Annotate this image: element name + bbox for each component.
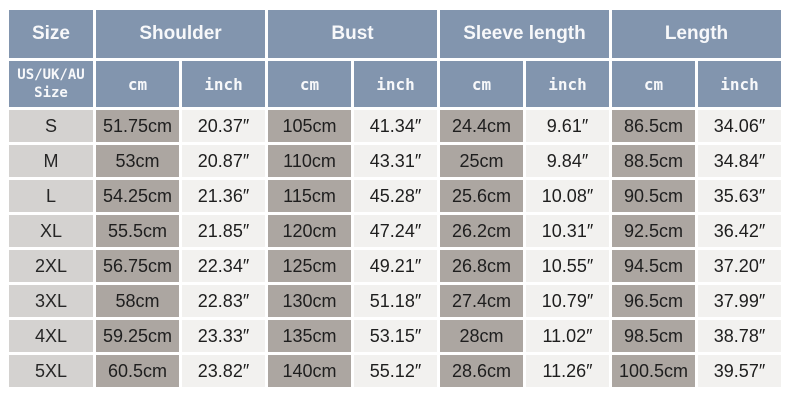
cell-length-inch: 39.57″ [698,355,781,387]
cell-shoulder-cm: 51.75cm [96,110,179,142]
subheader-size-line1: US/UK/AU [17,66,85,83]
cell-bust-inch: 45.28″ [354,180,437,212]
cell-length-inch: 34.06″ [698,110,781,142]
cell-size: 2XL [9,250,93,282]
cell-shoulder-inch: 21.85″ [182,215,265,247]
cell-bust-cm: 135cm [268,320,351,352]
cell-shoulder-cm: 56.75cm [96,250,179,282]
subheader-size-standard [9,61,93,107]
cell-sleeve-inch: 11.02″ [526,320,609,352]
cell-length-cm: 98.5cm [612,320,695,352]
header-unit-row [9,61,781,107]
cell-bust-cm: 110cm [268,145,351,177]
cell-shoulder-inch: 20.37″ [182,110,265,142]
cell-bust-inch: 55.12″ [354,355,437,387]
cell-length-cm: 100.5cm [612,355,695,387]
cell-shoulder-cm: 53cm [96,145,179,177]
cell-sleeve-inch: 9.84″ [526,145,609,177]
cell-sleeve-inch: 10.08″ [526,180,609,212]
cell-bust-inch: 53.15″ [354,320,437,352]
cell-shoulder-cm: 55.5cm [96,215,179,247]
cell-sleeve-cm: 27.4cm [440,285,523,317]
cell-bust-inch: 41.34″ [354,110,437,142]
cell-bust-cm: 115cm [268,180,351,212]
cell-shoulder-inch: 23.33″ [182,320,265,352]
cell-length-inch: 38.78″ [698,320,781,352]
cell-shoulder-inch: 20.87″ [182,145,265,177]
subheader-shoulder-cm: cm [96,61,179,107]
cell-size: L [9,180,93,212]
cell-sleeve-inch: 11.26″ [526,355,609,387]
cell-shoulder-inch: 23.82″ [182,355,265,387]
cell-bust-inch: 49.21″ [354,250,437,282]
cell-shoulder-cm: 58cm [96,285,179,317]
cell-length-inch: 37.99″ [698,285,781,317]
cell-size: 4XL [9,320,93,352]
table-row-m [9,145,781,177]
cell-length-cm: 96.5cm [612,285,695,317]
cell-length-inch: 35.63″ [698,180,781,212]
cell-length-inch: 36.42″ [698,215,781,247]
cell-shoulder-cm: 60.5cm [96,355,179,387]
table-row-2xl [9,250,781,282]
table-row-xl [9,215,781,247]
cell-length-cm: 92.5cm [612,215,695,247]
header-group-row [9,10,781,58]
cell-sleeve-inch: 10.55″ [526,250,609,282]
cell-bust-cm: 140cm [268,355,351,387]
header-bust: Bust [268,10,437,58]
subheader-length-inch: inch [698,61,781,107]
cell-length-inch: 37.20″ [698,250,781,282]
cell-bust-cm: 120cm [268,215,351,247]
subheader-shoulder-inch: inch [182,61,265,107]
cell-size: S [9,110,93,142]
header-size: Size [9,10,93,58]
cell-sleeve-cm: 28cm [440,320,523,352]
cell-size: XL [9,215,93,247]
subheader-sleeve-inch: inch [526,61,609,107]
cell-bust-cm: 105cm [268,110,351,142]
cell-shoulder-inch: 22.83″ [182,285,265,317]
subheader-bust-inch: inch [354,61,437,107]
cell-sleeve-cm: 26.2cm [440,215,523,247]
cell-sleeve-cm: 25.6cm [440,180,523,212]
cell-bust-cm: 125cm [268,250,351,282]
cell-sleeve-cm: 25cm [440,145,523,177]
cell-sleeve-inch: 10.31″ [526,215,609,247]
table-row-3xl [9,285,781,317]
subheader-size-line2: Size [34,85,68,101]
cell-sleeve-inch: 10.79″ [526,285,609,317]
cell-sleeve-cm: 24.4cm [440,110,523,142]
table-row-s [9,110,781,142]
cell-shoulder-inch: 21.36″ [182,180,265,212]
cell-length-cm: 94.5cm [612,250,695,282]
cell-length-cm: 90.5cm [612,180,695,212]
subheader-bust-cm: cm [268,61,351,107]
cell-shoulder-inch: 22.34″ [182,250,265,282]
cell-bust-inch: 43.31″ [354,145,437,177]
header-length: Length [612,10,781,58]
subheader-sleeve-cm: cm [440,61,523,107]
cell-bust-inch: 51.18″ [354,285,437,317]
size-chart-table [6,7,784,390]
table-row-l [9,180,781,212]
cell-sleeve-inch: 9.61″ [526,110,609,142]
header-sleeve-length: Sleeve length [440,10,609,58]
cell-bust-cm: 130cm [268,285,351,317]
cell-size: M [9,145,93,177]
cell-size: 3XL [9,285,93,317]
cell-length-cm: 86.5cm [612,110,695,142]
cell-shoulder-cm: 54.25cm [96,180,179,212]
cell-bust-inch: 47.24″ [354,215,437,247]
header-shoulder: Shoulder [96,10,265,58]
cell-length-inch: 34.84″ [698,145,781,177]
cell-sleeve-cm: 26.8cm [440,250,523,282]
subheader-length-cm: cm [612,61,695,107]
cell-sleeve-cm: 28.6cm [440,355,523,387]
cell-shoulder-cm: 59.25cm [96,320,179,352]
cell-size: 5XL [9,355,93,387]
table-row-5xl [9,355,781,387]
table-row-4xl [9,320,781,352]
cell-length-cm: 88.5cm [612,145,695,177]
